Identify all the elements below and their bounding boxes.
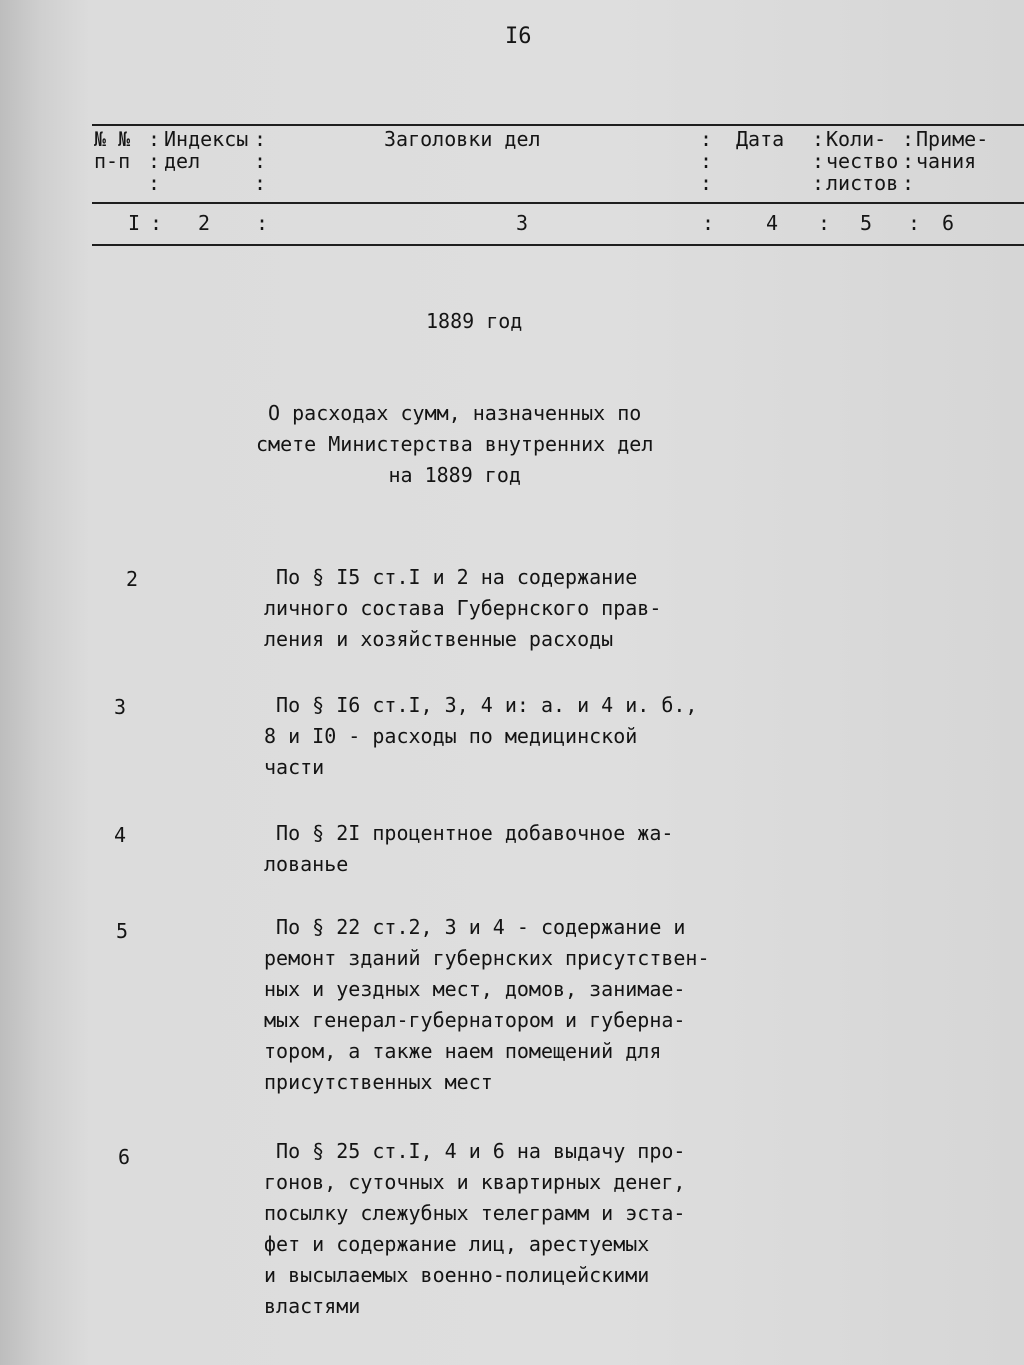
colnum-3: 3 xyxy=(516,211,529,235)
colnum-sep-1: : xyxy=(150,211,163,235)
entry-title: По § 25 ст.I, 4 и 6 на выдачу про- гонов, суточных и квартирных денег, посылку слежубных телеграмм и эста- фет и содержание лиц, арестуемых и высылаемых военно-полицейскими властями xyxy=(264,1139,686,1318)
year-heading: 1889 год xyxy=(426,309,523,333)
header-separator-3: : : : xyxy=(700,127,713,195)
entry-number: 5 xyxy=(116,919,129,943)
entry-number: 4 xyxy=(114,823,127,847)
header-col-num: № № п-п xyxy=(94,127,131,173)
colnum-5: 5 xyxy=(860,211,873,235)
entry-title: По § 2I процентное добавочное жа- лованье xyxy=(264,821,674,876)
entry-number: 6 xyxy=(118,1145,131,1169)
colnum-sep-4: : xyxy=(818,211,831,235)
header-bottom-rule xyxy=(92,244,1024,246)
colnum-sep-3: : xyxy=(702,211,715,235)
entry-title: По § I5 ст.I и 2 на содержание личного состава Губернского прав- ления и хозяйственные расходы xyxy=(264,565,662,651)
header-separator-2: : : : xyxy=(254,127,267,195)
header-col-title: Заголовки дел xyxy=(384,127,541,151)
header-separator-1: : : : xyxy=(148,127,161,195)
header-col-notes: Приме- чания xyxy=(916,127,989,173)
header-col-count: Коли- чество листов xyxy=(826,127,899,195)
entry-number: 3 xyxy=(114,695,127,719)
page-number: I6 xyxy=(505,24,532,49)
header-col-index: Индексы дел xyxy=(164,127,249,173)
colnum-4: 4 xyxy=(766,211,779,235)
header-separator-5: : : : xyxy=(902,127,915,195)
colnum-1: I xyxy=(128,211,141,235)
colnum-sep-2: : xyxy=(256,211,269,235)
header-separator-4: : : : xyxy=(812,127,825,195)
header-col-date: Дата xyxy=(736,127,785,151)
entry-number: 2 xyxy=(126,567,139,591)
header-top-rule xyxy=(92,124,1024,126)
colnum-6: 6 xyxy=(942,211,955,235)
section-heading: О расходах сумм, назначенных по смете Министерства внутренних дел на 1889 год xyxy=(256,401,654,487)
entry-title: По § 22 ст.2, 3 и 4 - содержание и ремонт зданий губернских присутствен- ных и уездных мест, домов, занимае- мых генерал-губернатором и губерна- тором, а также наем помещений для присутственных мест xyxy=(264,915,710,1094)
colnum-sep-5: : xyxy=(908,211,921,235)
colnum-2: 2 xyxy=(198,211,211,235)
header-middle-rule xyxy=(92,202,1024,204)
entry-title: По § I6 ст.I, 3, 4 и: а. и 4 и. б., 8 и I0 - расходы по медицинской части xyxy=(264,693,698,779)
